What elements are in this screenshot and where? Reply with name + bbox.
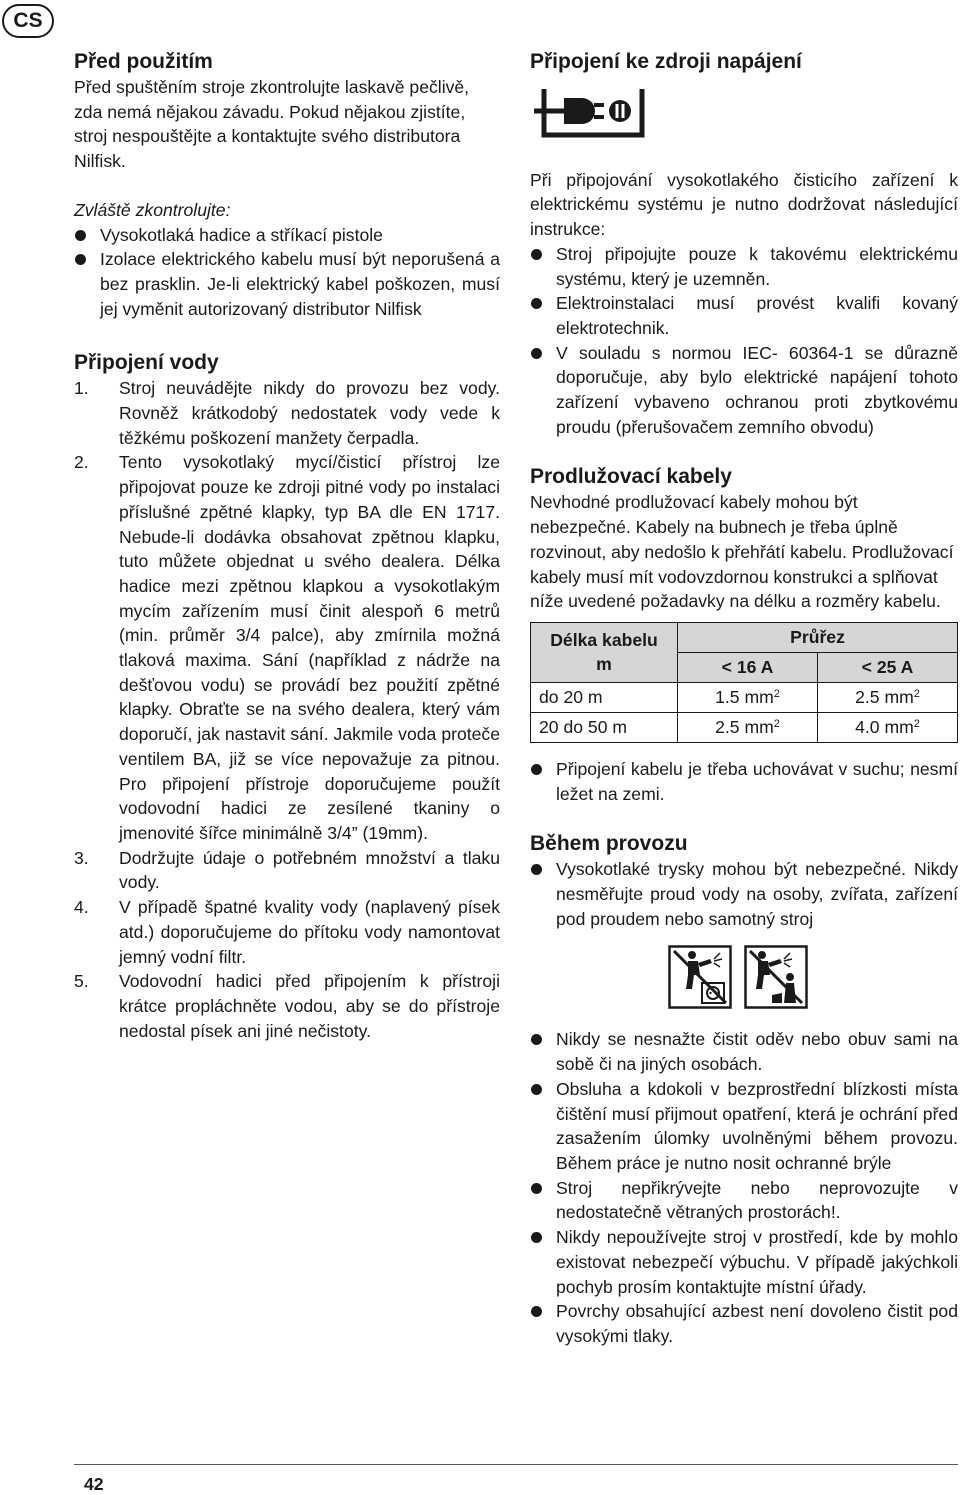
napajeni-intro: Při připojování vysokotlakého čisticího zařízení k elektrickému systému je nutno dodržovat následující instrukce:: [530, 169, 958, 240]
heading-prodluzovaci-kabely: Prodlužovací kabely: [530, 465, 732, 489]
table-row: do 20 m 1.5 $mm^2$ 2.5 $mm^2$: [531, 682, 958, 712]
heading-pripojeni-vody: Připojení vody: [74, 351, 219, 375]
no-spray-on-electrical-socket-icon: [668, 945, 732, 1009]
prodluzovaci-bullets: [530, 757, 958, 806]
table-row: 20 do 50 m 2.5 $mm^2$ 4.0 $mm^2$: [531, 712, 958, 742]
napajeni-bullets: [530, 242, 958, 440]
list-item: Stroj připojujte pouze k takovému elektrickému systému, který je uzemněn.: [530, 242, 958, 291]
list-item: Stroj nepřikrývejte nebo neprovozujte v nedostatečně větraných prostorách!.: [530, 1176, 958, 1225]
list-item: V souladu s normou IEC- 60364-1 se důrazně doporučuje, aby bylo elektrické napájení tohoto zařízení vybaveno ochranou proti zbytkovému proudu (přerušovačem zemního obvodu): [530, 341, 958, 440]
list-item: 4. V případě špatné kvality vody (naplavený písek atd.) doporučujeme do přítoku vody namontovat jemný vodní filtr.: [74, 897, 500, 967]
table-header-16a: < 16 A: [678, 652, 818, 682]
language-badge: CS: [2, 4, 54, 38]
table-header-25a: < 25 A: [818, 652, 958, 682]
list-item: Vysokotlaká hadice a stříkací pistole: [74, 223, 500, 248]
list-item: 1. Stroj neuvádějte nikdy do provozu bez vody. Rovněž krátkodobý nedostatek vody vede k těžkému poškození manžety čerpadla.: [74, 378, 500, 448]
list-item: Elektroinstalaci musí provést kvalifi kovaný elektrotechnik.: [530, 291, 958, 340]
power-plug-socket-icon: [530, 75, 958, 168]
table-header-length: Délka kabelu m: [531, 622, 678, 682]
list-item: Nikdy nepoužívejte stroj v prostředí, kde by mohlo existovat nebezpečí výbuchu. V případě jakýchkoli pochyb prosím kontaktujte místní úřady.: [530, 1225, 958, 1299]
list-item: Obsluha a kdokoli v bezprostřední blízkosti místa čištění musí přijmout opatření, která je ochrání před zasažením úlomky uvolněnými během provozu. Během práce je nutno nosit ochranné brýle: [530, 1077, 958, 1176]
list-item: 2. Tento vysokotlaký mycí/čisticí přístroj lze připojovat pouze ke zdroji pitné vody po instalaci příslušné zpětné klapky, typ BA dle EN 1717. Nebude-li dodávka obsahovat zpětnou klapku, tuto můžete objednat u svého dealera. Délka hadice mezi zpětnou klapkou a vysokotlakým mycím zařízením musí činit alespoň 6 metrů (min. průměr 3/4 palce), aby zmírnila možná tlaková maxima. Sání (například z nádrže na dešťovou vodu) se provádí bez použití zpětné klapky. Obraťte se na svého dealera, který vám doporučí, jak nastavit sání. Jakmile voda proteče ventilem BA, již se více nepovažuje za pitnou. Pro připojení přístroje doporučujeme použít vodovodní hadici ze zesílené tkaniny o jmenovité šířce minimálně 3/4” (19mm).: [74, 452, 500, 843]
no-spray-on-people-animals-icon: [744, 945, 808, 1009]
list-item: 3. Dodržujte údaje o potřebném množství a tlaku vody.: [74, 847, 500, 893]
warning-pictograms: [668, 945, 958, 1011]
list-item: Připojení kabelu je třeba uchovávat v suchu; nesmí ležet na zemi.: [530, 757, 958, 806]
pripojeni-vody-list: [74, 376, 500, 1043]
pred-pouzitim-text: Před spuštěním stroje zkontrolujte laskavě pečlivě, zda nemá nějakou závadu. Pokud nějakou zjistíte, stroj nespouštějte a kontaktujte svého distributora Nilfisk.: [74, 77, 470, 172]
heading-pred-pouzitim: Před použitím: [74, 50, 213, 73]
right-column: [530, 48, 958, 1349]
behem-provozu-bullets: [530, 1027, 958, 1348]
cable-table: [530, 622, 958, 743]
footer-rule: [74, 1464, 958, 1465]
prodluzovaci-text: Nevhodné prodlužovací kabely mohou být nebezpečné. Kabely na bubnech je třeba úplně rozvinout, aby nedošlo k přehřátí kabelu. Prodlužovací kabely musí mít vodovzdornou konstrukci a splňovat níže uvedené požadavky na délku a rozměry kabelu.: [530, 492, 954, 612]
heading-pripojeni-napajeni: Připojení ke zdroji napájení: [530, 50, 802, 73]
table-header-section: Průřez: [678, 622, 958, 652]
list-item: Izolace elektrického kabelu musí být neporušená a bez prasklin. Je-li elektrický kabel poškozen, musí jej vyměnit autorizovaný distributor Nilfisk: [74, 247, 500, 321]
left-column: [74, 48, 500, 1043]
heading-behem-provozu: Během provozu: [530, 832, 688, 856]
pred-pouzitim-bullets: [74, 223, 500, 322]
behem-provozu-first: [530, 857, 958, 931]
list-item: Povrchy obsahující azbest není dovoleno čistit pod vysokými tlaky.: [530, 1299, 958, 1348]
list-item: Vysokotlaké trysky mohou být nebezpečné. Nikdy nesměřujte proud vody na osoby, zvířata, zařízení pod proudem nebo samotný stroj: [530, 857, 958, 931]
page-number: 42: [84, 1474, 104, 1494]
list-item: Nikdy se nesnažte čistit oděv nebo obuv sami na sobě či na jiných osobách.: [530, 1027, 958, 1076]
list-item: 5. Vodovodní hadici před připojením k přístroji krátce propláchněte vodou, aby se do přístroje nedostal písek ani jiné nečistoty.: [74, 971, 500, 1041]
check-label: Zvláště zkontrolujte:: [74, 199, 231, 220]
